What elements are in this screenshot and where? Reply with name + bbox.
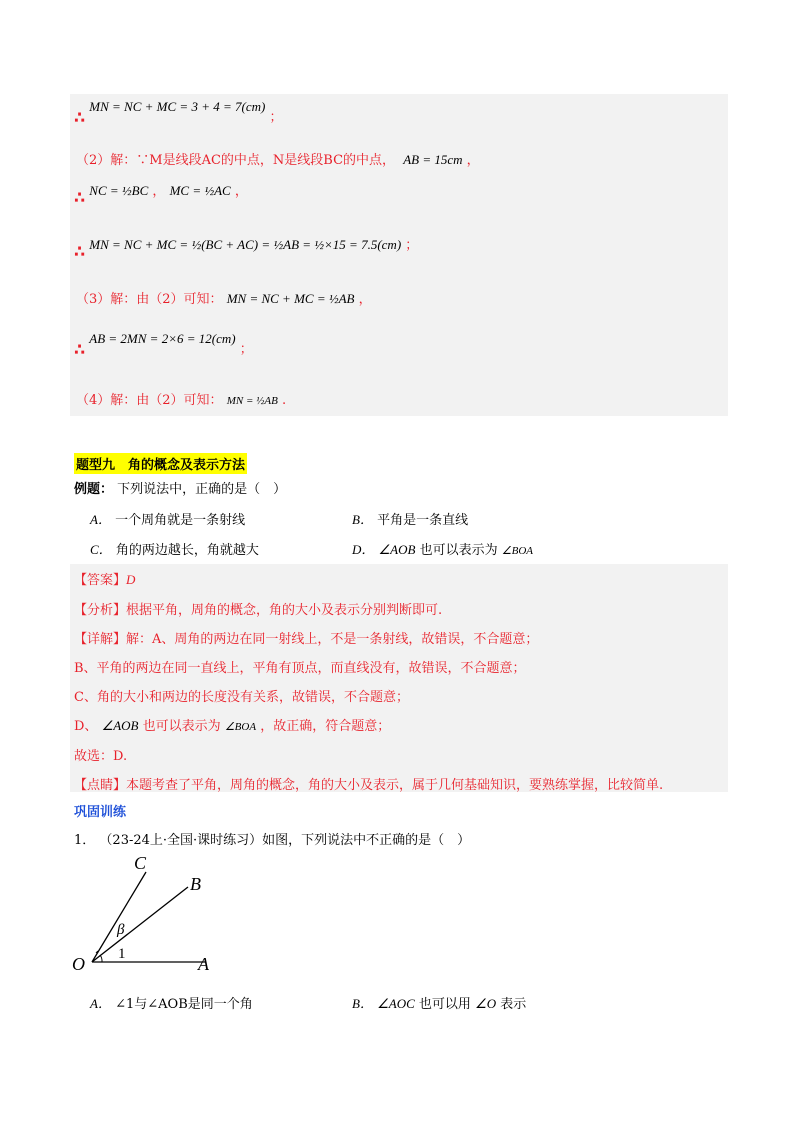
option-letter: A．	[90, 512, 111, 527]
option-text: 平角是一条直线	[377, 513, 469, 528]
angle-boa: ∠BOA	[224, 721, 257, 733]
option-letter: A．	[90, 996, 111, 1011]
analysis-text: 根据平角，周角的概念，角的大小及表示分别判断即可.	[126, 603, 443, 618]
solution-line-5	[76, 288, 372, 307]
option-text: ∠1与∠AOB是同一个角	[115, 997, 253, 1012]
question-number: 1．	[74, 833, 96, 848]
equation: AB = 2MN = 2×6 = 12(cm)	[89, 331, 236, 346]
option-letter: B．	[352, 996, 373, 1011]
option-post: 表示	[500, 997, 527, 1012]
separator: ，	[152, 184, 166, 199]
detail-tag: 【详解】	[74, 632, 127, 647]
angle-aob: ∠AOB	[101, 718, 139, 733]
analysis-line	[74, 599, 442, 618]
solution-line-4	[74, 234, 419, 261]
ray-ob	[92, 887, 188, 962]
therefore-symbol: ∴	[74, 188, 86, 207]
practice-option-a	[90, 993, 253, 1012]
answer-value: D	[126, 572, 136, 587]
angle-o: ∠O	[475, 996, 497, 1011]
answer-line	[74, 569, 135, 588]
label-b: B	[190, 874, 201, 894]
angle-figure	[66, 852, 226, 977]
example-question	[74, 478, 286, 497]
label-beta: β	[117, 922, 125, 938]
equation-mc: MC = ½AC	[169, 183, 231, 198]
label-o: O	[72, 954, 85, 974]
detail-line-a	[74, 628, 538, 647]
comment-text: 本题考查了平角，周角的概念，角的大小及表示，属于几何基础知识，要熟练掌握，比较简单.	[126, 778, 664, 793]
detail-line-d	[74, 715, 390, 734]
detail-text-a: 解：A、周角的两边在同一射线上，不是一条射线，故错误，不合题意；	[126, 632, 539, 647]
question-text: （23-24上·全国·课时练习）如图，下列说法中不正确的是（ ）	[99, 833, 471, 848]
punctuation: ，	[234, 184, 248, 199]
punctuation: ；	[405, 238, 419, 253]
option-text: 也可以表示为	[419, 543, 498, 558]
example-label: 例题：	[74, 482, 114, 497]
solution-text: （4）解：由（2）可知：	[76, 393, 223, 408]
therefore-symbol: ∴	[74, 242, 86, 261]
option-text: 角的两边越长，角就越大	[115, 543, 259, 558]
option-letter: B．	[352, 512, 373, 527]
practice-question-1	[74, 829, 470, 848]
solution-line-1	[74, 96, 283, 127]
option-letter: D．	[352, 542, 375, 557]
detail-d-post: ，故正确，符合题意；	[260, 719, 391, 734]
equation: MN = NC + MC = ½AB	[226, 291, 355, 306]
punctuation: ；	[239, 342, 253, 357]
practice-option-b	[352, 993, 526, 1012]
option-c	[90, 539, 259, 558]
detail-line-b: B、平角的两边在同一直线上，平角有顶点，而直线没有，故错误，不合题意；	[74, 661, 526, 676]
solution-line-7	[76, 389, 286, 408]
label-c: C	[134, 853, 147, 873]
section-heading: 题型九 角的概念及表示方法	[74, 453, 247, 474]
option-b	[352, 509, 468, 528]
therefore-symbol: ∴	[74, 108, 86, 127]
solution-text: （2）解：∵M是线段AC的中点，N是线段BC的中点，	[76, 153, 396, 168]
answer-tag: 【答案】	[74, 573, 127, 588]
punctuation: ，	[466, 153, 480, 168]
choose-line: 故选：D.	[74, 749, 128, 764]
label-1: 1	[118, 946, 126, 962]
option-d	[352, 539, 533, 558]
option-mid: 也可以用	[418, 997, 471, 1012]
solution-box	[70, 94, 728, 416]
example-question-text: 下列说法中，正确的是（ ）	[117, 482, 287, 497]
option-text: 一个周角就是一条射线	[115, 513, 246, 528]
angle-1-arc	[100, 955, 102, 962]
solution-line-3	[74, 180, 248, 207]
punctuation: ，	[358, 292, 372, 307]
detail-d-prefix: D、	[74, 719, 98, 734]
analysis-tag: 【分析】	[74, 603, 127, 618]
option-letter: C．	[90, 542, 112, 557]
punctuation: ；	[269, 110, 283, 125]
equation: AB = 15cm	[403, 152, 463, 167]
solution-text: （3）解：由（2）可知：	[76, 292, 223, 307]
angle-aoc: ∠AOC	[377, 996, 415, 1011]
comment-tag: 【点睛】	[74, 778, 127, 793]
equation: MN = NC + MC = 3 + 4 = 7(cm)	[89, 99, 266, 114]
solution-line-6	[74, 328, 253, 359]
equation-nc: NC = ½BC	[89, 183, 149, 198]
angle-aob: ∠AOB	[378, 542, 416, 557]
practice-title: 巩固训练	[74, 805, 127, 820]
equation: MN = ½AB	[226, 395, 278, 407]
angle-boa: ∠BOA	[501, 545, 534, 557]
equation: MN = NC + MC = ½(BC + AC) = ½AB = ½×15 = 7.5(cm)	[89, 237, 402, 252]
comment-line	[74, 774, 663, 793]
detail-d-mid: 也可以表示为	[142, 719, 221, 734]
detail-line-c: C、角的大小和两边的长度没有关系，故错误，不合题意；	[74, 690, 409, 705]
therefore-symbol: ∴	[74, 340, 86, 359]
punctuation: .	[281, 393, 287, 408]
solution-line-2	[76, 149, 480, 168]
label-a: A	[198, 954, 209, 974]
option-a	[90, 509, 245, 528]
